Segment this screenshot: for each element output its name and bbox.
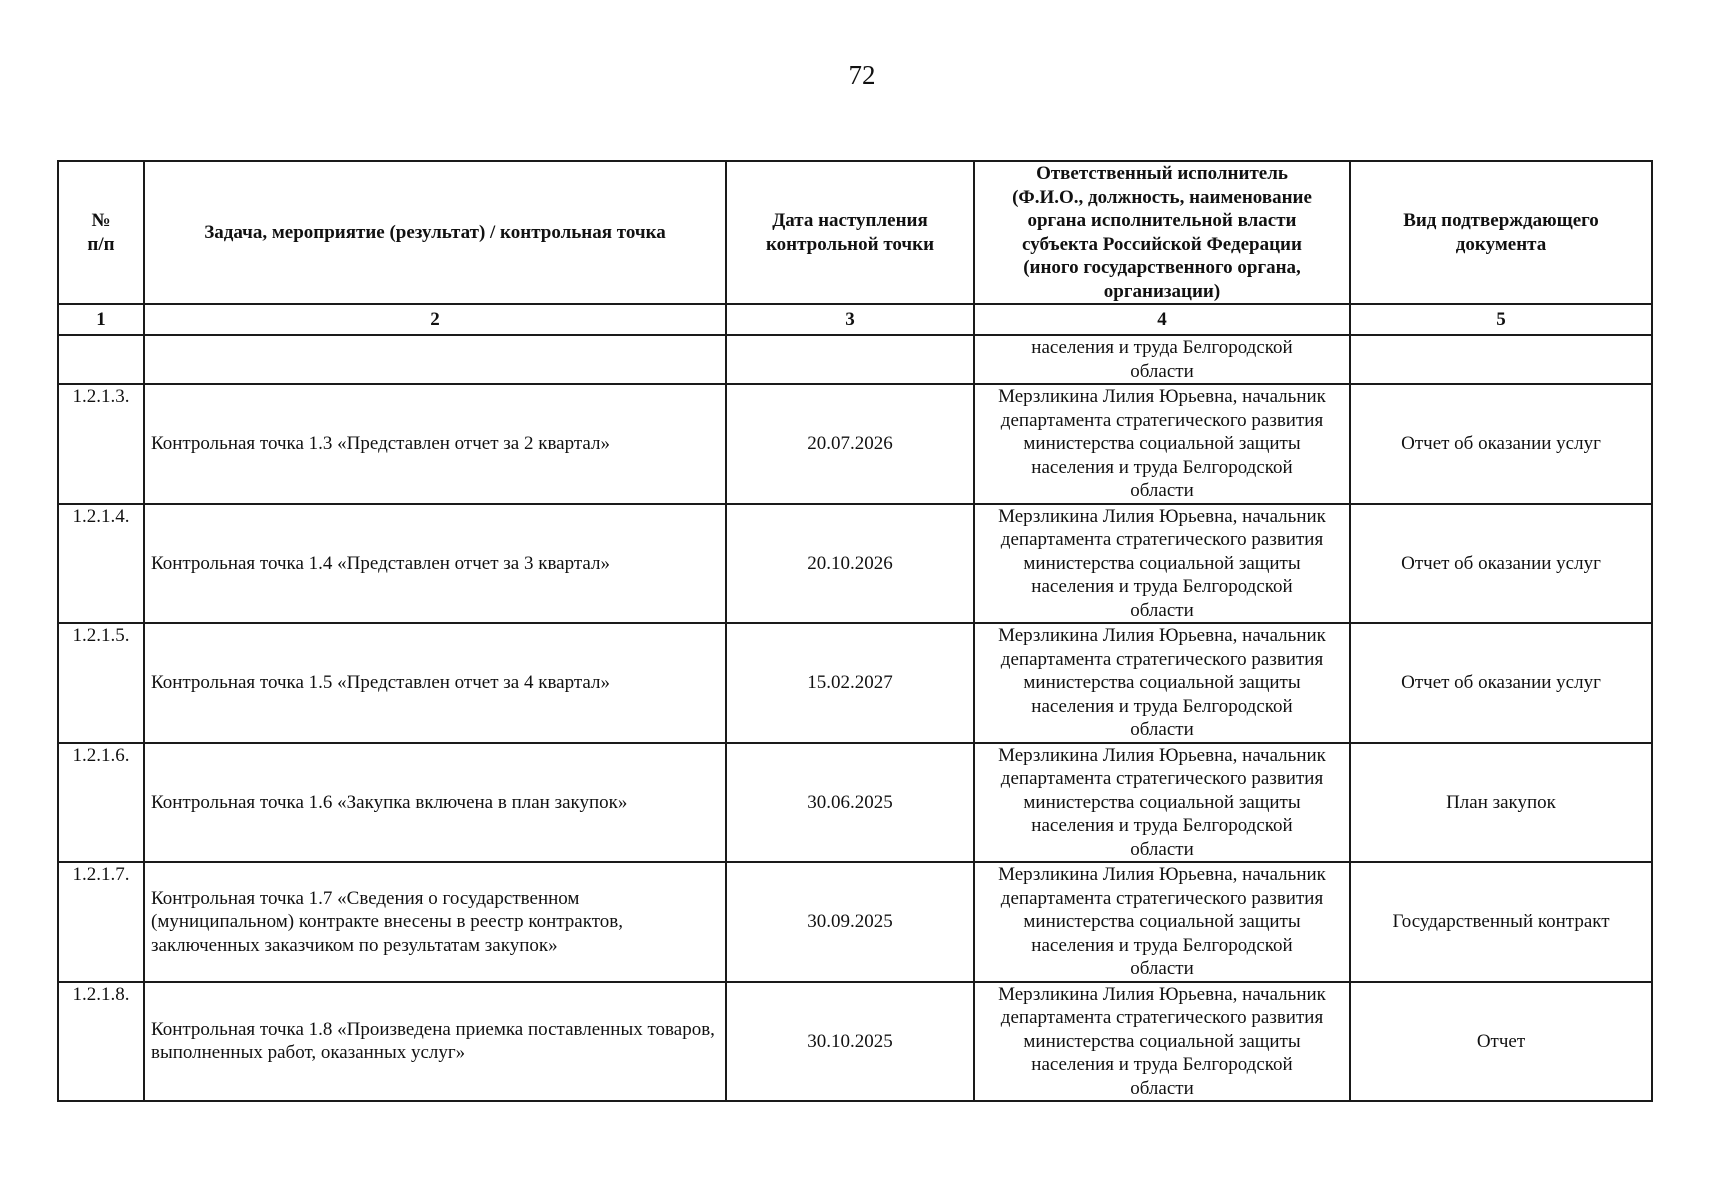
- row-number: [58, 335, 144, 384]
- table-row: [58, 862, 1652, 982]
- column-number-row: [58, 304, 1652, 335]
- row-task: Контрольная точка 1.3 «Представлен отчет за 2 квартал»: [144, 384, 726, 504]
- row-number: 1.2.1.6.: [58, 743, 144, 863]
- row-task: Контрольная точка 1.5 «Представлен отчет за 4 квартал»: [144, 623, 726, 743]
- column-number: 5: [1350, 304, 1652, 335]
- header-cell: № п/п: [58, 161, 144, 304]
- row-document: Отчет об оказании услуг: [1350, 623, 1652, 743]
- row-number: 1.2.1.5.: [58, 623, 144, 743]
- table-header-row: [58, 161, 1652, 304]
- column-number: 2: [144, 304, 726, 335]
- header-cell: Вид подтверждающего документа: [1350, 161, 1652, 304]
- row-date: [726, 335, 974, 384]
- table-row: [58, 982, 1652, 1102]
- row-date: 15.02.2027: [726, 623, 974, 743]
- row-number: 1.2.1.4.: [58, 504, 144, 624]
- row-document: Отчет об оказании услуг: [1350, 504, 1652, 624]
- row-responsible: Мерзликина Лилия Юрьевна, начальник департамента стратегического развития министерства социальной защиты населения и труда Белгородской области: [974, 743, 1350, 863]
- row-date: 30.09.2025: [726, 862, 974, 982]
- row-document: Государственный контракт: [1350, 862, 1652, 982]
- row-task: Контрольная точка 1.8 «Произведена приемка поставленных товаров, выполненных работ, оказанных услуг»: [144, 982, 726, 1102]
- page-number: 72: [848, 60, 876, 90]
- header-cell: Ответственный исполнитель (Ф.И.О., должность, наименование органа исполнительной власти субъекта Российской Федерации (иного государственного органа, организации): [974, 161, 1350, 304]
- row-responsible: Мерзликина Лилия Юрьевна, начальник департамента стратегического развития министерства социальной защиты населения и труда Белгородской области: [974, 384, 1350, 504]
- row-task: Контрольная точка 1.4 «Представлен отчет за 3 квартал»: [144, 504, 726, 624]
- column-number: 3: [726, 304, 974, 335]
- row-date: 30.10.2025: [726, 982, 974, 1102]
- table-row: [58, 504, 1652, 624]
- header-cell: Задача, мероприятие (результат) / контрольная точка: [144, 161, 726, 304]
- header-cell: Дата наступления контрольной точки: [726, 161, 974, 304]
- row-task: Контрольная точка 1.7 «Сведения о государственном (муниципальном) контракте внесены в реестр контрактов, заключенных заказчиком по результатам закупок»: [144, 862, 726, 982]
- row-number: 1.2.1.3.: [58, 384, 144, 504]
- column-number: 4: [974, 304, 1350, 335]
- row-number: 1.2.1.8.: [58, 982, 144, 1102]
- row-responsible: Мерзликина Лилия Юрьевна, начальник департамента стратегического развития министерства социальной защиты населения и труда Белгородской области: [974, 862, 1350, 982]
- column-number: 1: [58, 304, 144, 335]
- row-date: 30.06.2025: [726, 743, 974, 863]
- row-document: Отчет: [1350, 982, 1652, 1102]
- row-number: 1.2.1.7.: [58, 862, 144, 982]
- table-row: [58, 623, 1652, 743]
- table-row: [58, 743, 1652, 863]
- row-document: План закупок: [1350, 743, 1652, 863]
- row-task: Контрольная точка 1.6 «Закупка включена в план закупок»: [144, 743, 726, 863]
- row-task: [144, 335, 726, 384]
- control-points-table: [57, 160, 1653, 1102]
- row-date: 20.07.2026: [726, 384, 974, 504]
- row-responsible: Мерзликина Лилия Юрьевна, начальник департамента стратегического развития министерства социальной защиты населения и труда Белгородской области: [974, 982, 1350, 1102]
- row-document: [1350, 335, 1652, 384]
- row-responsible: Мерзликина Лилия Юрьевна, начальник департамента стратегического развития министерства социальной защиты населения и труда Белгородской области: [974, 623, 1350, 743]
- continuation-row: [58, 335, 1652, 384]
- row-responsible: населения и труда Белгородской области: [974, 335, 1350, 384]
- row-date: 20.10.2026: [726, 504, 974, 624]
- row-responsible: Мерзликина Лилия Юрьевна, начальник департамента стратегического развития министерства социальной защиты населения и труда Белгородской области: [974, 504, 1350, 624]
- table-row: [58, 384, 1652, 504]
- row-document: Отчет об оказании услуг: [1350, 384, 1652, 504]
